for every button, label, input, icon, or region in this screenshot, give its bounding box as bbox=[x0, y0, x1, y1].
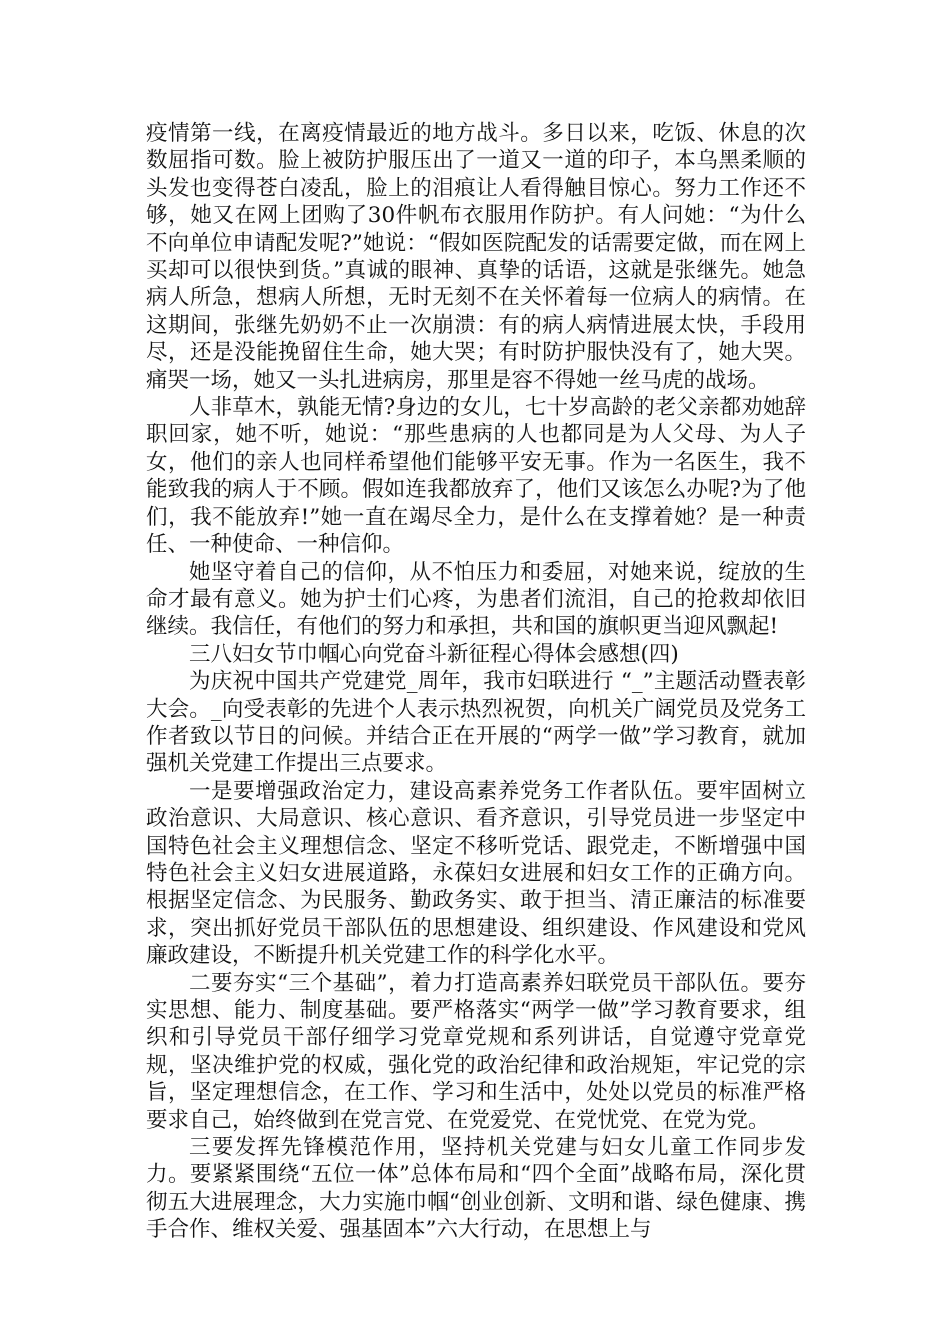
section-heading: 三八妇女节巾帼心向党奋斗新征程心得体会感想(四) bbox=[189, 641, 679, 667]
paragraph-2: 人非草木，孰能无情?身边的女儿，七十岁高龄的老父亲都劝她辞职回家，她不听，她说：“那些患病的人也都同是为人父母、为人子女，他们的亲人也同样希望他们能够平安无事。作为一名医生，我不能致我的病人于不顾。假如连我都放弃了，他们又该怎么办呢?为了他们，我不能放弃!”她一直在竭尽全力，是什么在支撑着她？是一种责任、一种使命、一种信仰。 bbox=[146, 395, 806, 558]
paragraph-5: 一是要增强政治定力，建设高素养党务工作者队伍。要牢固树立政治意识、大局意识、核心意识、看齐意识，引导党员进一步坚定中国特色社会主义理想信念、坚定不移听党话、跟党走，不断增强中国特色社会主义妇女进展道路，永葆妇女进展和妇女工作的正确方向。根据坚定信念、为民服务、勤政务实、敢于担当、清正廉洁的标准要求，突出抓好党员干部队伍的思想建设、组织建设、作风建设和党风廉政建设，不断提升机关党建工作的科学化水平。 bbox=[146, 778, 806, 969]
document-body bbox=[146, 120, 806, 1244]
paragraph-4: 为庆祝中国共产党建党_周年，我市妇联进行 “_”主题活动暨表彰大会。_向受表彰的先进个人表示热烈祝贺，向机关广阔党员及党务工作者致以节日的问候。并结合正在开展的“两学一做”学习教育，就加强机关党建工作提出三点要求。 bbox=[146, 669, 806, 777]
paragraph-7: 三要发挥先锋模范作用，坚持机关党建与妇女儿童工作同步发力。要紧紧围绕“五位一体”总体布局和“四个全面”战略布局，深化贯彻五大进展理念，大力实施巾帼“创业创新、文明和谐、绿色健康、携手合作、维权关爱、强基固本”六大行动，在思想上与 bbox=[146, 1135, 806, 1243]
paragraph-1: 疫情第一线，在离疫情最近的地方战斗。多日以来，吃饭、休息的次数屈指可数。脸上被防护服压出了一道又一道的印子，本乌黑柔顺的头发也变得苍白凌乱，脸上的泪痕让人看得触目惊心。努力工作还不够，她又在网上团购了30件帆布衣服用作防护。有人问她：“为什么不向单位申请配发呢?”她说：“假如医院配发的话需要定做，而在网上买却可以很快到货。”真诚的眼神、真挚的话语，这就是张继先。她急病人所急，想病人所想，无时无刻不在关怀着每一位病人的病情。在这期间，张继先奶奶不止一次崩溃：有的病人病情进展太快，手段用尽，还是没能挽留住生命，她大哭；有时防护服快没有了，她大哭。痛哭一场，她又一头扎进病房，那里是容不得她一丝马虎的战场。 bbox=[146, 121, 806, 393]
paragraph-6: 二要夯实“三个基础”，着力打造高素养妇联党员干部队伍。要夯实思想、能力、制度基础。要严格落实“两学一做”学习教育要求，组织和引导党员干部仔细学习党章党规和系列讲话，自觉遵守党章党规，坚决维护党的权威，强化党的政治纪律和政治规矩，牢记党的宗旨，坚定理想信念，在工作、学习和生活中，处处以党员的标准严格要求自己，始终做到在党言党、在党爱党、在党忧党、在党为党。 bbox=[146, 970, 806, 1133]
paragraph-3: 她坚守着自己的信仰，从不怕压力和委屈，对她来说，绽放的生命才最有意义。她为护士们心疼，为患者们流泪，自己的抢救却依旧继续。我信任，有他们的努力和承担，共和国的旗帜更当迎风飘起! bbox=[146, 559, 806, 640]
